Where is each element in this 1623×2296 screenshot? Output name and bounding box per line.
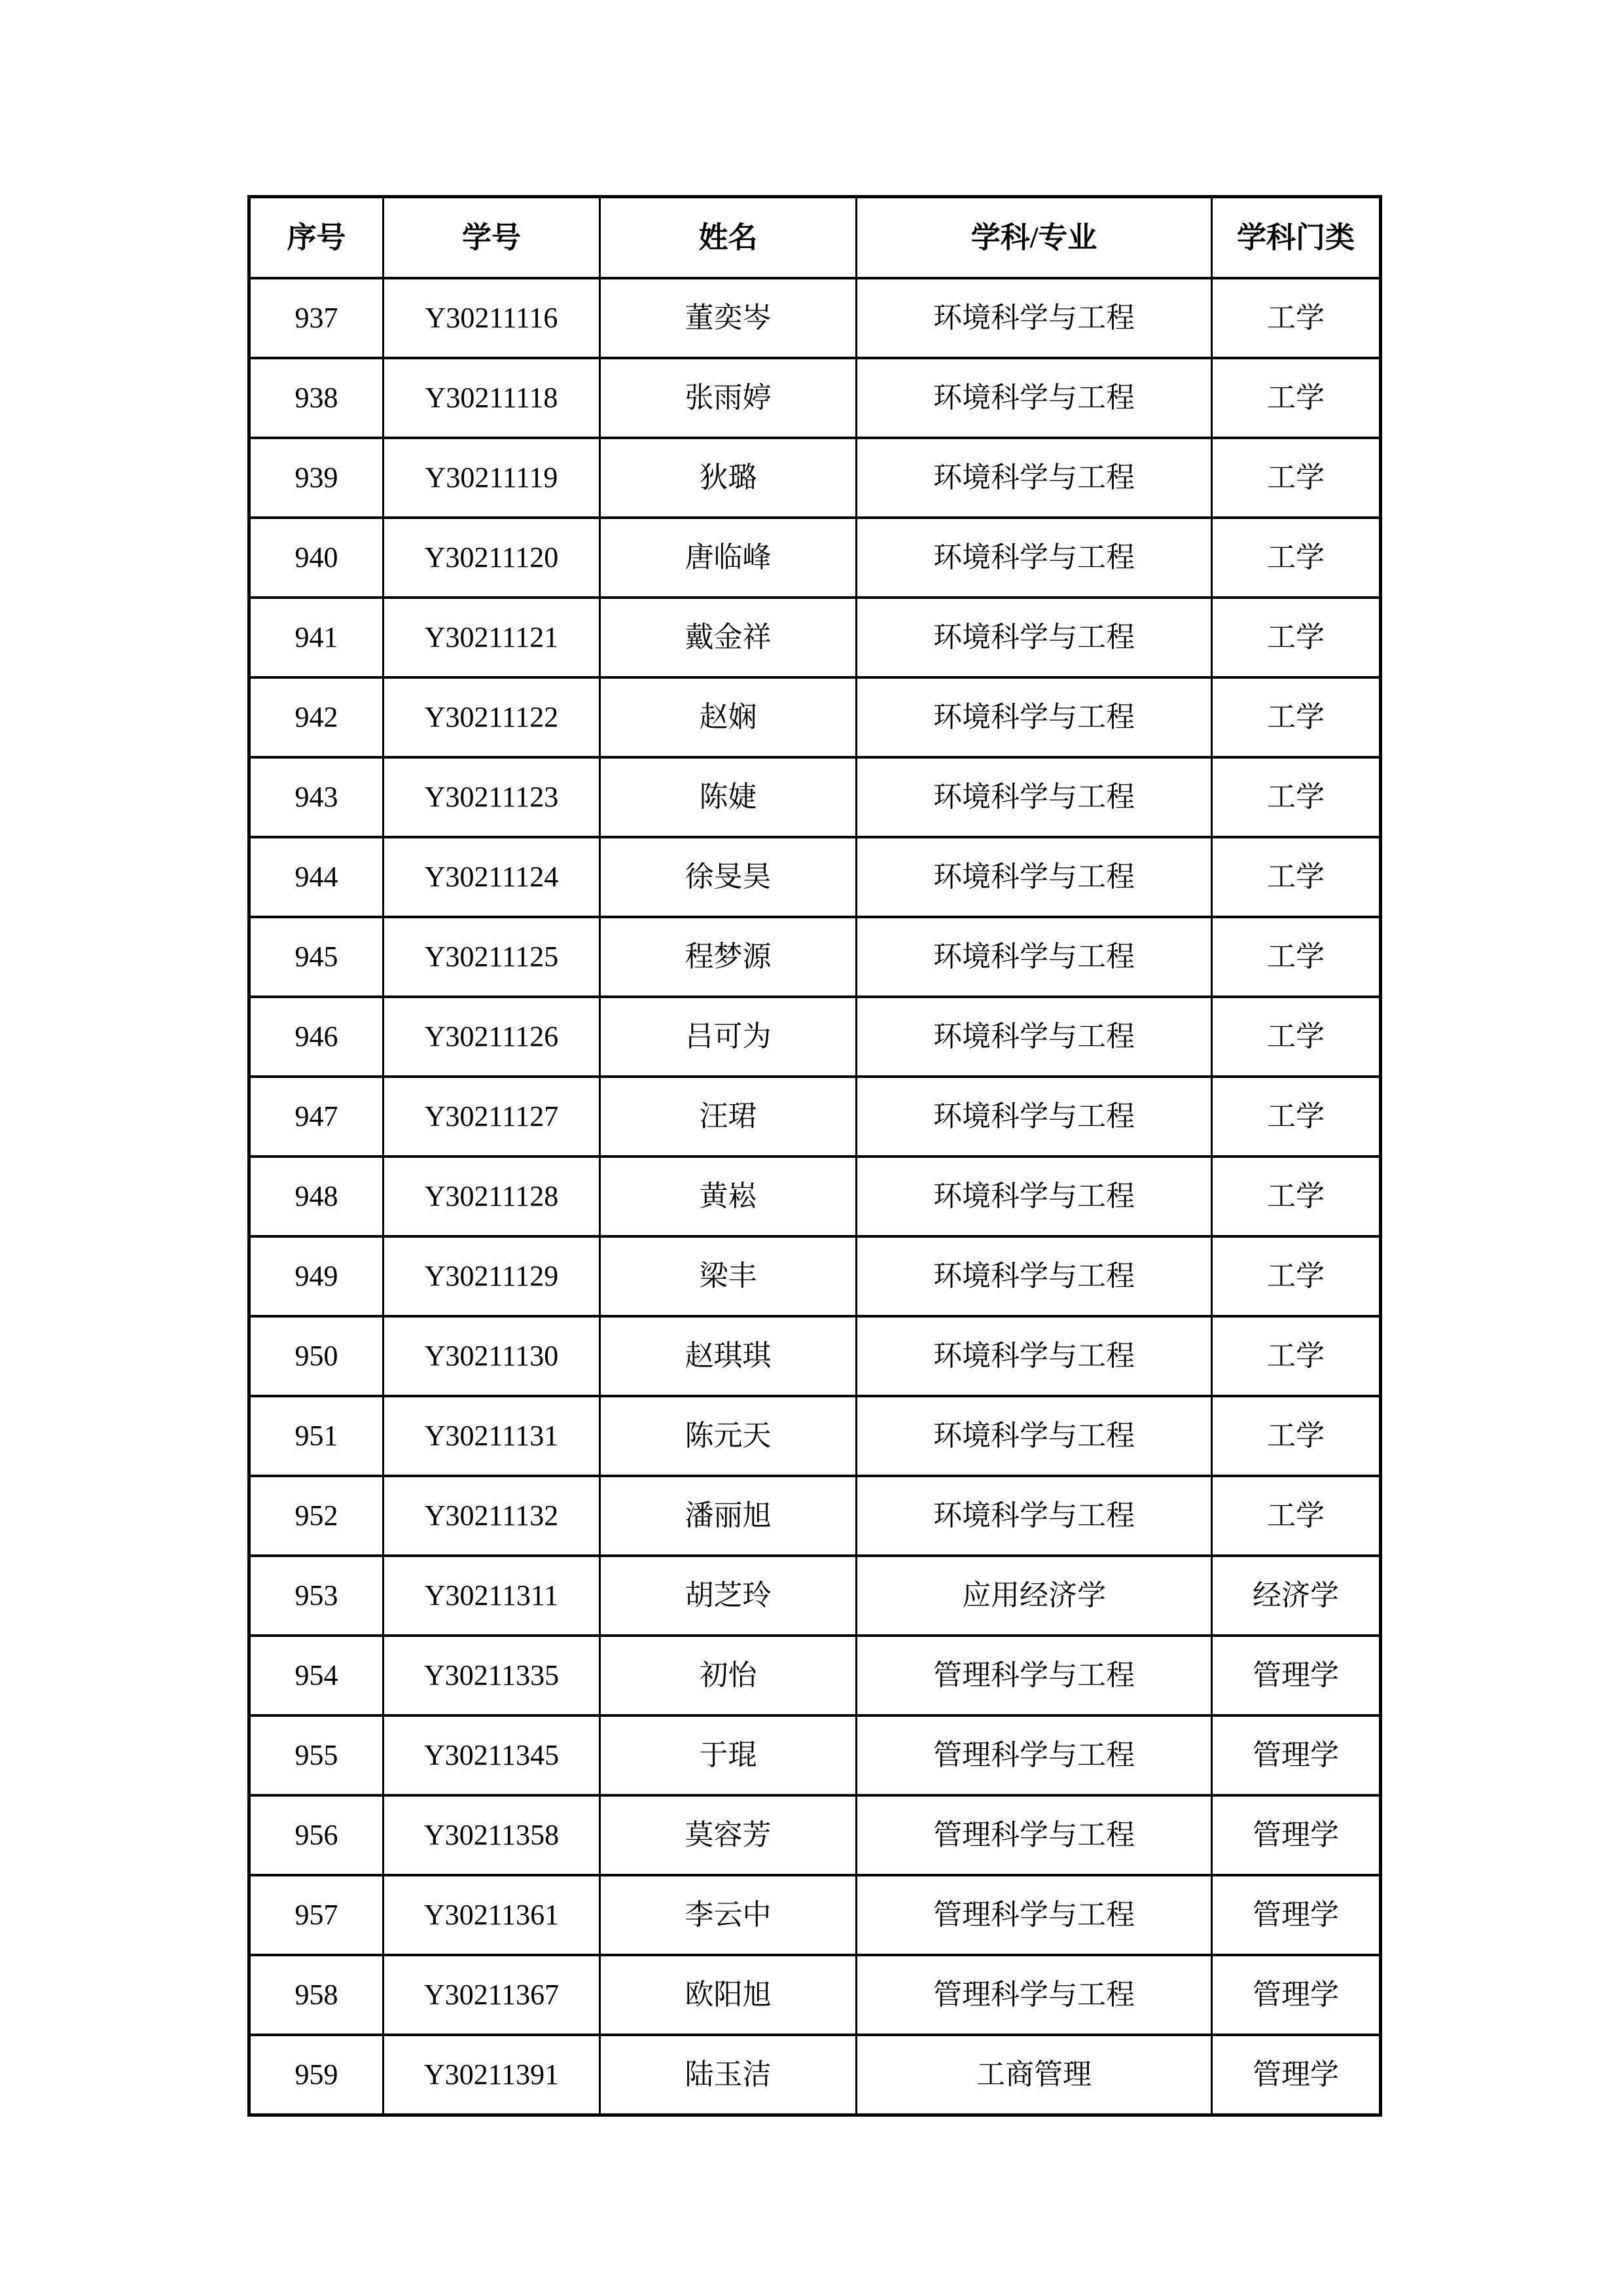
table-row <box>249 278 1381 358</box>
cell-student-id: Y30211128 <box>383 1157 600 1236</box>
cell-category: 管理学 <box>1212 1715 1381 1795</box>
cell-student-id: Y30211126 <box>383 997 600 1077</box>
table-row <box>249 837 1381 917</box>
cell-index: 938 <box>249 358 383 438</box>
col-header-discipline: 学科/专业 <box>857 197 1212 279</box>
cell-discipline: 管理科学与工程 <box>857 1795 1212 1875</box>
cell-name: 梁丰 <box>600 1236 857 1316</box>
cell-discipline: 环境科学与工程 <box>857 677 1212 757</box>
cell-index: 937 <box>249 278 383 358</box>
cell-discipline: 管理科学与工程 <box>857 1636 1212 1715</box>
cell-category: 工学 <box>1212 1077 1381 1157</box>
cell-index: 944 <box>249 837 383 917</box>
cell-name: 徐旻昊 <box>600 837 857 917</box>
cell-index: 948 <box>249 1157 383 1236</box>
cell-index: 953 <box>249 1556 383 1636</box>
cell-index: 943 <box>249 757 383 837</box>
cell-index: 958 <box>249 1955 383 2035</box>
cell-name: 程梦源 <box>600 917 857 997</box>
cell-index: 957 <box>249 1875 383 1955</box>
table-row <box>249 1556 1381 1636</box>
cell-discipline: 环境科学与工程 <box>857 438 1212 518</box>
cell-student-id: Y30211345 <box>383 1715 600 1795</box>
cell-discipline: 环境科学与工程 <box>857 837 1212 917</box>
cell-index: 952 <box>249 1476 383 1556</box>
cell-index: 947 <box>249 1077 383 1157</box>
cell-category: 工学 <box>1212 1396 1381 1476</box>
cell-discipline: 环境科学与工程 <box>857 1077 1212 1157</box>
table-row <box>249 358 1381 438</box>
cell-index: 945 <box>249 917 383 997</box>
cell-discipline: 环境科学与工程 <box>857 1396 1212 1476</box>
col-header-name: 姓名 <box>600 197 857 279</box>
cell-index: 954 <box>249 1636 383 1715</box>
cell-name: 赵娴 <box>600 677 857 757</box>
cell-name: 赵琪琪 <box>600 1316 857 1396</box>
col-header-student-id: 学号 <box>383 197 600 279</box>
cell-student-id: Y30211131 <box>383 1396 600 1476</box>
cell-category: 工学 <box>1212 278 1381 358</box>
table-row <box>249 757 1381 837</box>
cell-name: 陈婕 <box>600 757 857 837</box>
cell-category: 经济学 <box>1212 1556 1381 1636</box>
cell-index: 950 <box>249 1316 383 1396</box>
table-row <box>249 1875 1381 1955</box>
cell-name: 戴金祥 <box>600 598 857 677</box>
table-row <box>249 2035 1381 2115</box>
cell-discipline: 管理科学与工程 <box>857 1715 1212 1795</box>
cell-student-id: Y30211361 <box>383 1875 600 1955</box>
table-row <box>249 677 1381 757</box>
col-header-category: 学科门类 <box>1212 197 1381 279</box>
cell-name: 董奕岑 <box>600 278 857 358</box>
cell-discipline: 管理科学与工程 <box>857 1955 1212 2035</box>
cell-category: 工学 <box>1212 1476 1381 1556</box>
cell-discipline: 环境科学与工程 <box>857 997 1212 1077</box>
cell-discipline: 环境科学与工程 <box>857 917 1212 997</box>
cell-category: 工学 <box>1212 518 1381 598</box>
cell-category: 工学 <box>1212 757 1381 837</box>
cell-category: 工学 <box>1212 837 1381 917</box>
cell-index: 939 <box>249 438 383 518</box>
cell-discipline: 环境科学与工程 <box>857 1476 1212 1556</box>
cell-discipline: 工商管理 <box>857 2035 1212 2115</box>
cell-name: 李云中 <box>600 1875 857 1955</box>
table-row <box>249 518 1381 598</box>
table-row <box>249 1476 1381 1556</box>
table-row <box>249 1795 1381 1875</box>
table-row <box>249 1077 1381 1157</box>
cell-discipline: 环境科学与工程 <box>857 278 1212 358</box>
table-row <box>249 1157 1381 1236</box>
cell-student-id: Y30211116 <box>383 278 600 358</box>
table-row <box>249 1715 1381 1795</box>
cell-category: 管理学 <box>1212 1875 1381 1955</box>
cell-name: 潘丽旭 <box>600 1476 857 1556</box>
cell-index: 942 <box>249 677 383 757</box>
cell-discipline: 环境科学与工程 <box>857 1236 1212 1316</box>
table-row <box>249 997 1381 1077</box>
cell-name: 狄璐 <box>600 438 857 518</box>
cell-discipline: 环境科学与工程 <box>857 358 1212 438</box>
cell-category: 工学 <box>1212 1316 1381 1396</box>
cell-name: 汪珺 <box>600 1077 857 1157</box>
cell-name: 莫容芳 <box>600 1795 857 1875</box>
cell-student-id: Y30211132 <box>383 1476 600 1556</box>
table-row <box>249 1955 1381 2035</box>
cell-student-id: Y30211125 <box>383 917 600 997</box>
cell-student-id: Y30211358 <box>383 1795 600 1875</box>
cell-discipline: 环境科学与工程 <box>857 1316 1212 1396</box>
table-row <box>249 917 1381 997</box>
cell-index: 946 <box>249 997 383 1077</box>
cell-name: 陈元天 <box>600 1396 857 1476</box>
cell-student-id: Y30211120 <box>383 518 600 598</box>
cell-index: 956 <box>249 1795 383 1875</box>
col-header-index: 序号 <box>249 197 383 279</box>
table-row <box>249 1636 1381 1715</box>
cell-student-id: Y30211335 <box>383 1636 600 1715</box>
cell-discipline: 环境科学与工程 <box>857 1157 1212 1236</box>
cell-category: 工学 <box>1212 1157 1381 1236</box>
cell-category: 管理学 <box>1212 1636 1381 1715</box>
cell-name: 欧阳旭 <box>600 1955 857 2035</box>
cell-category: 工学 <box>1212 598 1381 677</box>
cell-discipline: 环境科学与工程 <box>857 518 1212 598</box>
cell-student-id: Y30211119 <box>383 438 600 518</box>
cell-student-id: Y30211121 <box>383 598 600 677</box>
cell-category: 工学 <box>1212 1236 1381 1316</box>
cell-discipline: 环境科学与工程 <box>857 757 1212 837</box>
cell-category: 管理学 <box>1212 1955 1381 2035</box>
cell-category: 工学 <box>1212 438 1381 518</box>
cell-student-id: Y30211124 <box>383 837 600 917</box>
cell-index: 949 <box>249 1236 383 1316</box>
cell-discipline: 环境科学与工程 <box>857 598 1212 677</box>
cell-name: 张雨婷 <box>600 358 857 438</box>
cell-student-id: Y30211311 <box>383 1556 600 1636</box>
cell-category: 管理学 <box>1212 1795 1381 1875</box>
cell-student-id: Y30211127 <box>383 1077 600 1157</box>
cell-student-id: Y30211367 <box>383 1955 600 2035</box>
cell-index: 951 <box>249 1396 383 1476</box>
cell-name: 陆玉洁 <box>600 2035 857 2115</box>
cell-name: 胡芝玲 <box>600 1556 857 1636</box>
cell-name: 于琨 <box>600 1715 857 1795</box>
cell-category: 工学 <box>1212 677 1381 757</box>
cell-student-id: Y30211391 <box>383 2035 600 2115</box>
cell-category: 工学 <box>1212 997 1381 1077</box>
cell-category: 工学 <box>1212 917 1381 997</box>
cell-index: 959 <box>249 2035 383 2115</box>
table-row <box>249 1236 1381 1316</box>
cell-category: 工学 <box>1212 358 1381 438</box>
table-row <box>249 1316 1381 1396</box>
table-row <box>249 1396 1381 1476</box>
cell-student-id: Y30211123 <box>383 757 600 837</box>
cell-student-id: Y30211130 <box>383 1316 600 1396</box>
table-row <box>249 598 1381 677</box>
cell-category: 管理学 <box>1212 2035 1381 2115</box>
cell-student-id: Y30211129 <box>383 1236 600 1316</box>
cell-index: 941 <box>249 598 383 677</box>
cell-student-id: Y30211118 <box>383 358 600 438</box>
cell-student-id: Y30211122 <box>383 677 600 757</box>
cell-name: 唐临峰 <box>600 518 857 598</box>
cell-name: 黄崧 <box>600 1157 857 1236</box>
cell-discipline: 应用经济学 <box>857 1556 1212 1636</box>
table-row <box>249 438 1381 518</box>
table-header-row <box>249 197 1381 279</box>
student-table <box>247 195 1382 2117</box>
cell-index: 955 <box>249 1715 383 1795</box>
table-row <box>249 197 1381 279</box>
cell-name: 初怡 <box>600 1636 857 1715</box>
cell-name: 吕可为 <box>600 997 857 1077</box>
table-body <box>249 278 1381 2115</box>
cell-index: 940 <box>249 518 383 598</box>
cell-discipline: 管理科学与工程 <box>857 1875 1212 1955</box>
